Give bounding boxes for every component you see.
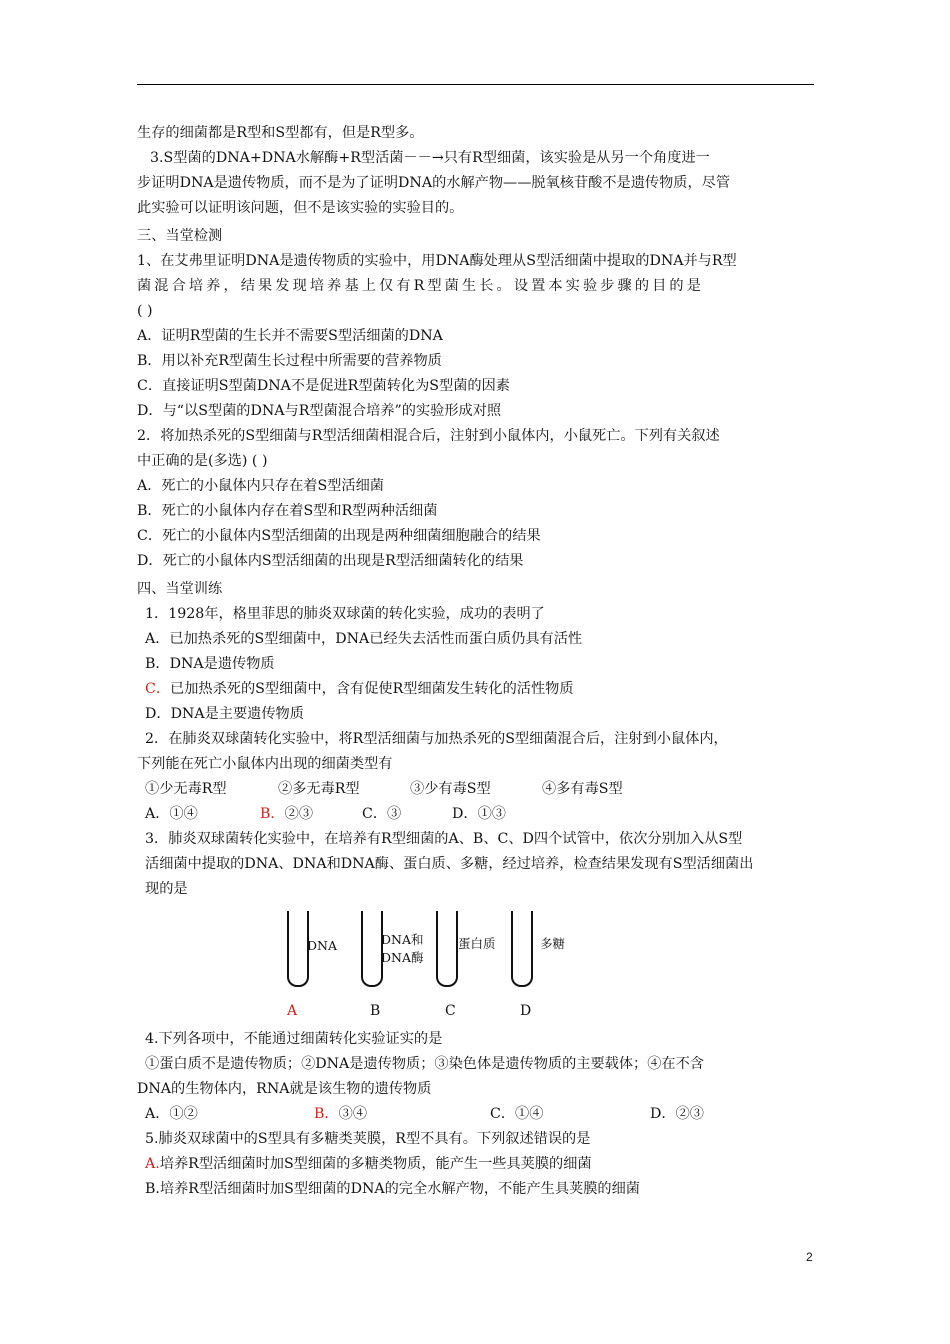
option-text: ③④	[338, 1106, 368, 1122]
question-text: 现的是	[145, 881, 188, 897]
question-paren: ( )	[137, 303, 153, 319]
tube-letter: A	[287, 1003, 298, 1019]
test-tube-a	[287, 911, 309, 987]
option	[145, 679, 825, 699]
text-line: 步证明DNA是遗传物质，而不是为了证明DNA的水解产物——脱氧核苷酸不是遗传物质，尽管	[137, 175, 731, 191]
tube-letter: B	[370, 1003, 381, 1019]
text-line: 3.S型菌的DNA+DNA水解酶+R型活菌－－→只有R型细菌，该实验是从另一个角度进一	[150, 150, 710, 166]
tube-label: DNA	[307, 938, 337, 953]
text-line: 此实验可以证明该问题，但不是该实验的实验目的。	[137, 200, 464, 216]
question-text: 2．在肺炎双球菌转化实验中，将R型活细菌与加热杀死的S型细菌混合后，注射到小鼠体内，	[145, 731, 728, 747]
question-text: 2．将加热杀死的S型细菌与R型活细菌相混合后，注射到小鼠体内，小鼠死亡。下列有关叙述	[137, 428, 720, 444]
test-tube-b	[361, 911, 383, 987]
answer-letter: A.	[145, 1156, 160, 1172]
option: B．用以补充R型菌生长过程中所需要的营养物质	[137, 353, 442, 369]
answer-letter: B．	[314, 1106, 339, 1122]
option	[314, 1104, 367, 1124]
question-text: 5.肺炎双球菌中的S型具有多糖类荚膜，R型不具有。下列叙述错误的是	[145, 1131, 591, 1147]
choice-item: ③少有毒S型	[410, 781, 491, 797]
page-number: 2	[806, 1250, 813, 1264]
option-text: 培养R型活细菌时加S型细菌的多糖类物质，能产生一些具荚膜的细菌	[159, 1156, 592, 1172]
option: C．①④	[490, 1106, 544, 1122]
answer-letter: B．	[260, 806, 285, 822]
question-text: 1、在艾弗里证明DNA是遗传物质的实验中，用DNA酶处理从S型活细菌中提取的DNA并与R型	[137, 253, 737, 269]
option: A．①②	[145, 1106, 198, 1122]
test-tube-c	[436, 911, 458, 987]
question-text: 下列能在死亡小鼠体内出现的细菌类型有	[137, 756, 393, 772]
option	[145, 1154, 825, 1174]
question-text: 中正确的是(多选) ( )	[137, 453, 268, 469]
question-text: 1．1928年，格里菲思的肺炎双球菌的转化实验，成功的表明了	[145, 606, 545, 622]
option: C．死亡的小鼠体内S型活细菌的出现是两种细菌细胞融合的结果	[137, 528, 541, 544]
option: C．直接证明S型菌DNA不是促进R型菌转化为S型菌的因素	[137, 378, 510, 394]
question-text: 活细菌中提取的DNA、DNA和DNA酶、蛋白质、多糖，经过培养，检查结果发现有S型活细菌出	[145, 856, 754, 872]
option: D．与“以S型菌的DNA与R型菌混合培养”的实验形成对照	[137, 403, 502, 419]
question-text: DNA的生物体内，RNA就是该生物的遗传物质	[137, 1081, 432, 1097]
option: A．已加热杀死的S型细菌中，DNA已经失去活性而蛋白质仍具有活性	[145, 631, 583, 647]
option: D．死亡的小鼠体内S型活细菌的出现是R型活细菌转化的结果	[137, 553, 524, 569]
option: D．①③	[452, 806, 506, 822]
tube-letter: C	[445, 1003, 456, 1019]
option-text: 已加热杀死的S型细菌中，含有促使R型细菌发生转化的活性物质	[170, 681, 574, 697]
option: A．死亡的小鼠体内只存在着S型活细菌	[137, 478, 384, 494]
text-line: 生存的细菌都是R型和S型都有，但是R型多。	[137, 125, 424, 141]
tube-label: 多糖	[540, 936, 566, 951]
tube-label: DNA和	[381, 932, 424, 947]
header-rule	[137, 84, 814, 85]
option: A．证明R型菌的生长并不需要S型活细菌的DNA	[137, 328, 443, 344]
option: B．DNA是遗传物质	[145, 656, 275, 672]
option: D．DNA是主要遗传物质	[145, 706, 304, 722]
option: B．死亡的小鼠体内存在着S型和R型两种活细菌	[137, 503, 438, 519]
section-heading: 三、当堂检测	[137, 228, 223, 244]
choice-item: ②多无毒R型	[278, 781, 360, 797]
question-text: 4.下列各项中，不能通过细菌转化实验证实的是	[145, 1031, 443, 1047]
option: D．②③	[650, 1106, 704, 1122]
choice-item: ④多有毒S型	[542, 781, 623, 797]
answer-letter: C．	[145, 681, 171, 697]
section-heading: 四、当堂训练	[137, 581, 223, 597]
question-text: 3．肺炎双球菌转化实验中，在培养有R型细菌的A、B、C、D四个试管中，依次分别加入从S型	[145, 831, 743, 847]
test-tube-d	[511, 911, 533, 987]
tube-letter: D	[520, 1003, 532, 1019]
option: A．①④	[145, 806, 198, 822]
option: B.培养R型活细菌时加S型细菌的DNA的完全水解产物，不能产生具荚膜的细菌	[145, 1181, 640, 1197]
option: C．③	[362, 806, 402, 822]
choice-item: ①少无毒R型	[145, 781, 227, 797]
question-text: 菌混合培养，结果发现培养基上仅有R型菌生长。设置本实验步骤的目的是	[137, 278, 704, 294]
tube-label: DNA酶	[381, 950, 424, 965]
question-text: ①蛋白质不是遗传物质；②DNA是遗传物质；③染色体是遗传物质的主要载体；④在不含	[145, 1056, 704, 1072]
option-text: ②③	[284, 806, 314, 822]
option	[260, 804, 313, 824]
tube-label: 蛋白质	[458, 936, 496, 951]
